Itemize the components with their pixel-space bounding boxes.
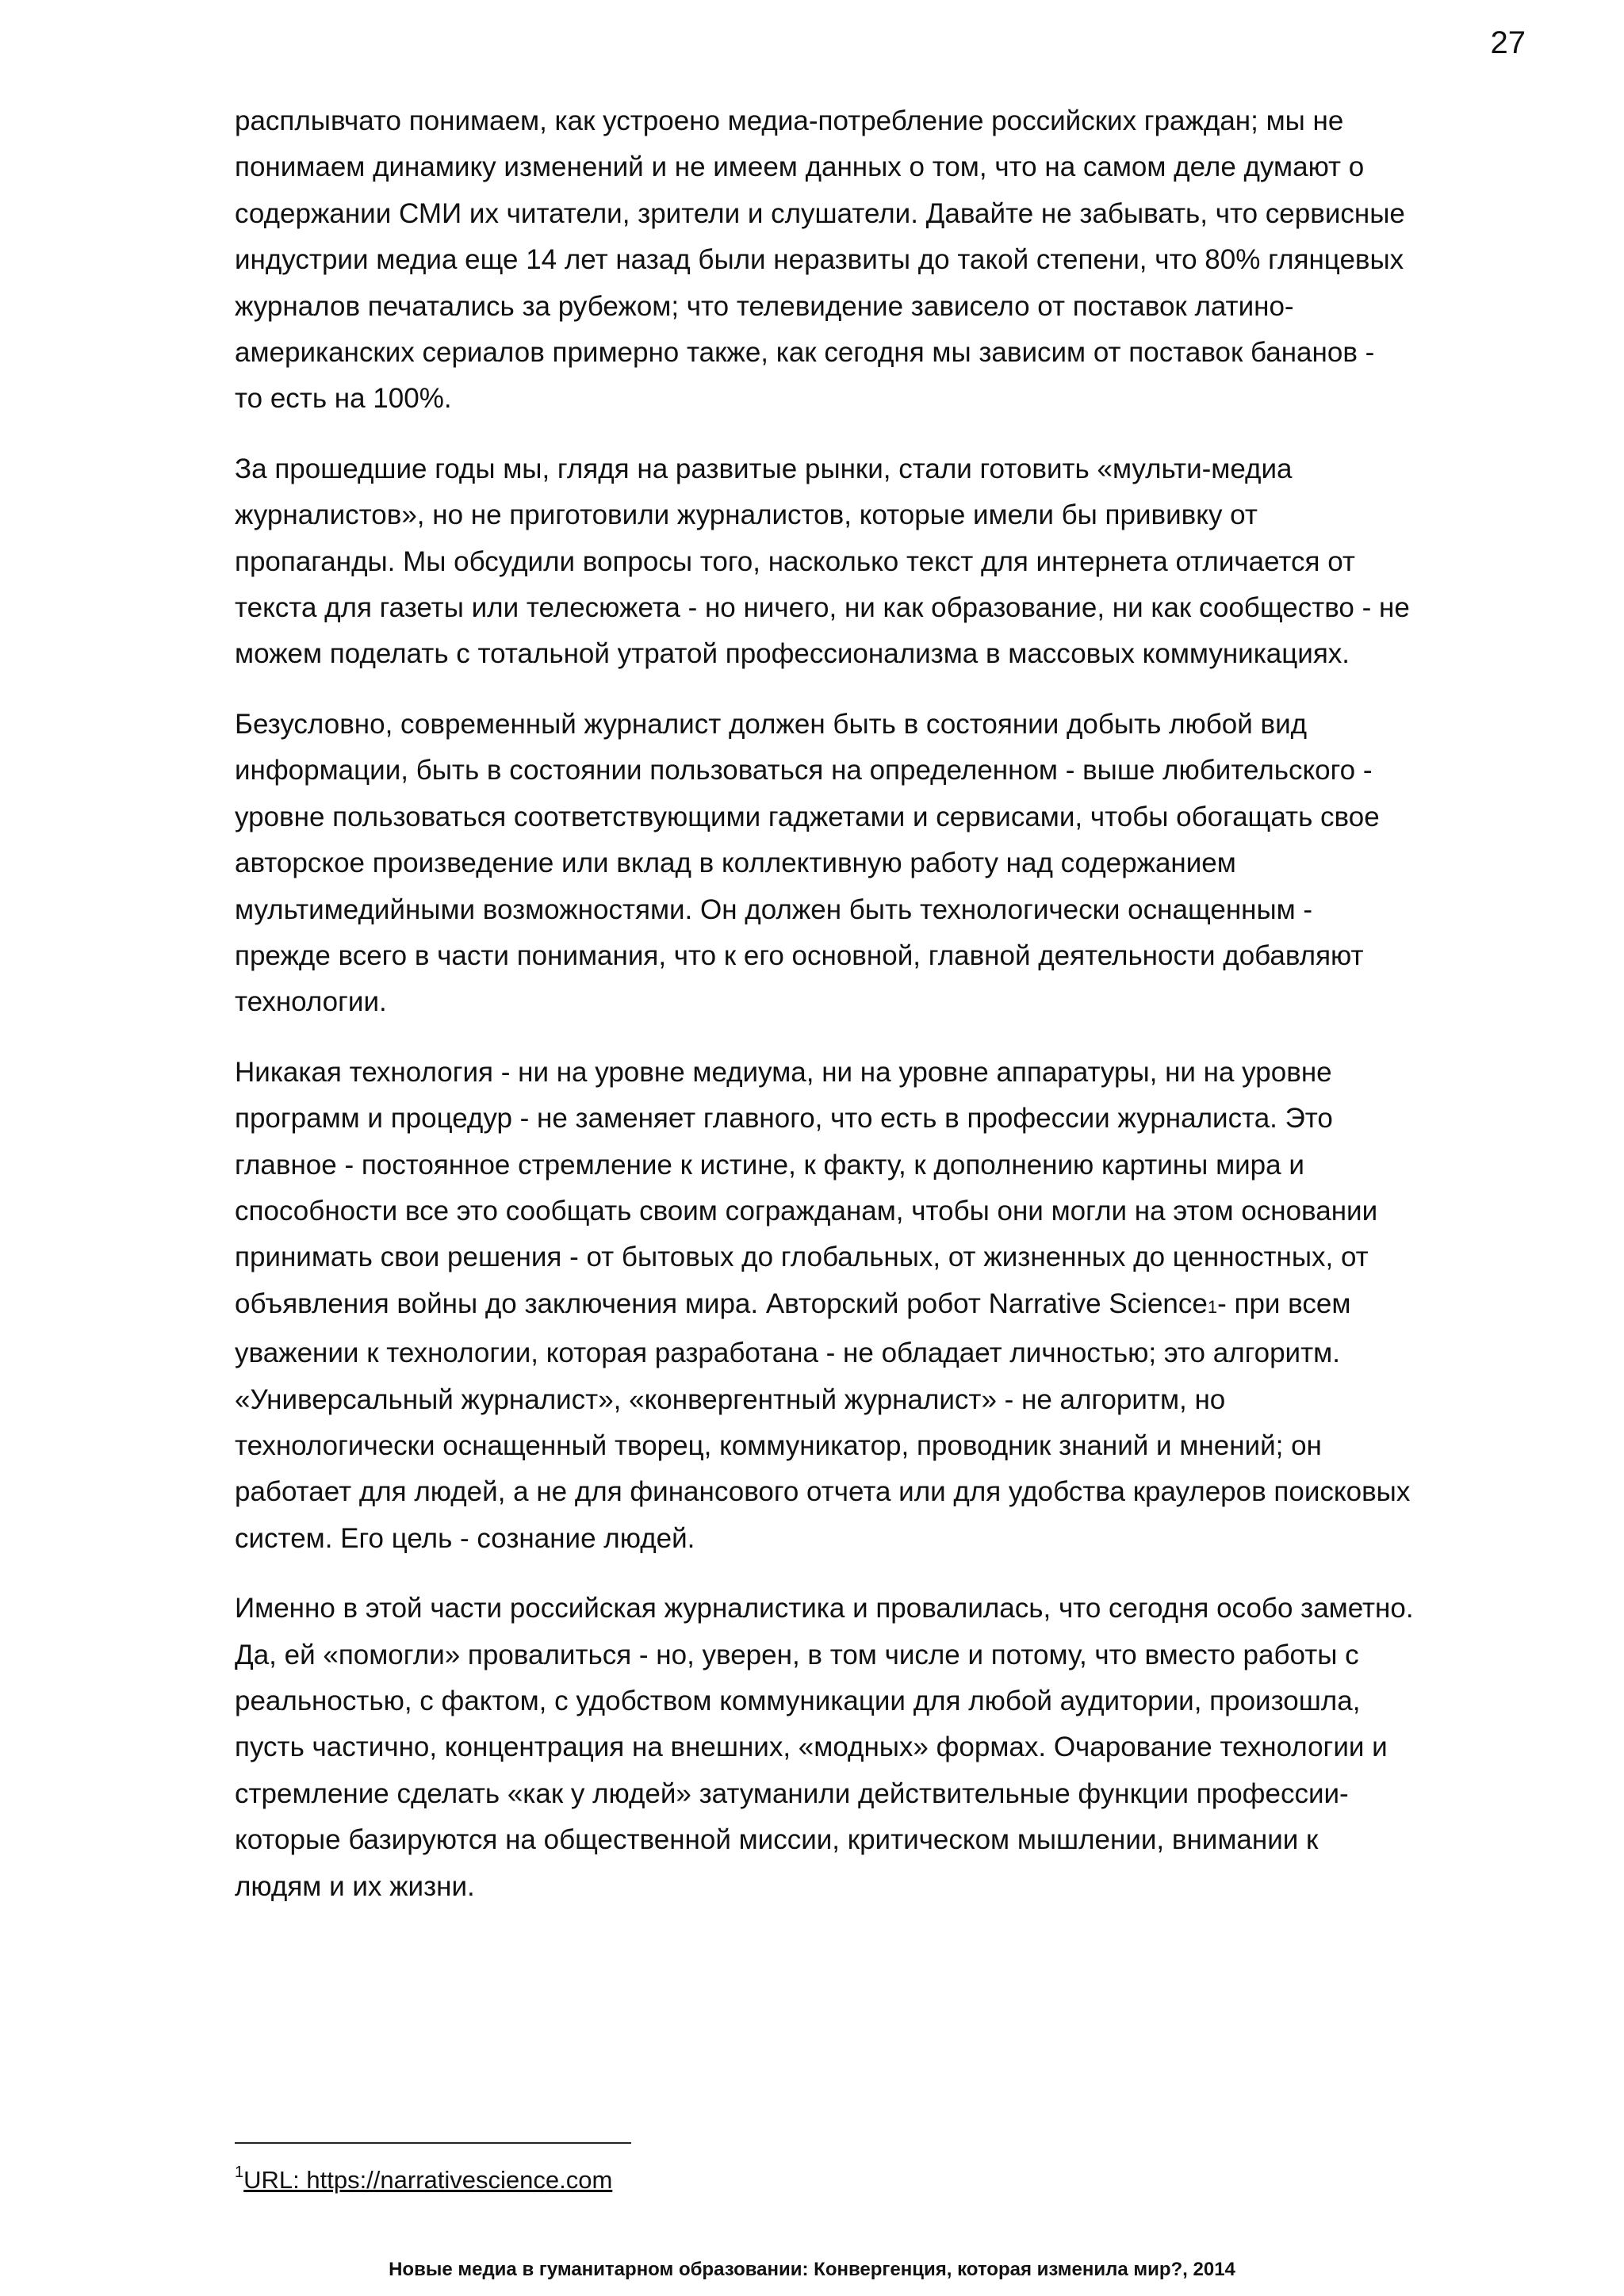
text-line: журналистов», но не приготовили журналистов, которые имели бы прививку от [235, 499, 1258, 531]
text-line: расплывчато понимаем, как устроено медиа-потребление российских граждан; мы не [235, 105, 1344, 136]
text-fragment: объявления войны до заключения мира. Авторский робот Narrative Science [235, 1288, 1208, 1319]
text-fragment: - при всем [1217, 1288, 1351, 1319]
text-line: можем поделать с тотальной утратой профессионализма в массовых коммуникациях. [235, 638, 1350, 670]
text-line: журналов печатались за рубежом; что телевидение зависело от поставок латино- [235, 290, 1294, 322]
text-line: технологически оснащенный творец, коммуникатор, проводник знаний и мнений; он [235, 1429, 1322, 1461]
text-line: технологии. [235, 986, 387, 1018]
text-line: «Универсальный журналист», «конвергентный журналист» - не алгоритм, но [235, 1383, 1226, 1415]
text-line: уважении к технологии, которая разработана - не обладает личностью; это алгоритм. [235, 1337, 1340, 1369]
text-line: уровне пользоваться соответствующими гаджетами и сервисами, чтобы обогащать свое [235, 801, 1380, 832]
text-line: содержании СМИ их читатели, зрители и слушатели. Давайте не забывать, что сервисные [235, 197, 1405, 229]
text-line: Да, ей «помогли» провалиться - но, уверен, в том числе и потому, что вместо работы с [235, 1639, 1359, 1670]
paragraph-3 [235, 702, 1519, 1026]
text-line: программ и процедур - не заменяет главного, что есть в профессии журналиста. Это [235, 1103, 1333, 1135]
text-line: главное - постоянное стремление к истине, к факту, к дополнению картины мира и [235, 1149, 1304, 1181]
text-line: пропаганды. Мы обсудили вопросы того, насколько текст для интернета отличается от [235, 545, 1355, 577]
text-line: которые базируются на общественной миссии, критическом мышлении, внимании к [235, 1824, 1319, 1856]
text-line: систем. Его цель - сознание людей. [235, 1522, 695, 1554]
text-line-with-footnote-ref [235, 1281, 1519, 1330]
text-line: прежде всего в части понимания, что к его основной, главной деятельности добавляют [235, 939, 1364, 971]
footnote-reference[interactable]: 1 [1207, 1296, 1218, 1317]
text-line: индустрии медиа еще 14 лет назад были неразвиты до такой степени, что 80% глянцевых [235, 244, 1404, 276]
paragraph-5 [235, 1586, 1519, 1910]
text-line: людям и их жизни. [235, 1870, 475, 1902]
text-line: За прошедшие годы мы, глядя на развитые рынки, стали готовить «мульти-медиа [235, 453, 1293, 484]
page-number: 27 [1490, 25, 1526, 60]
text-line: мультимедийными возможностями. Он должен быть технологически оснащенным - [235, 894, 1313, 925]
text-line: принимать свои решения - от бытовых до глобальных, от жизненных до ценностных, от [235, 1242, 1369, 1273]
paragraph-1 [235, 98, 1519, 423]
footnote-separator [235, 2142, 631, 2144]
footnote-mark: 1 [235, 2164, 244, 2181]
text-line: то есть на 100%. [235, 383, 452, 415]
text-line: способности все это сообщать своим согражданам, чтобы они могли на этом основании [235, 1195, 1378, 1226]
text-line: Именно в этой части российская журналистика и провалилась, что сегодня особо заметно. [235, 1593, 1414, 1624]
text-line: информации, быть в состоянии пользоваться на определенном - выше любительского - [235, 755, 1373, 786]
text-line: пусть частично, концентрация на внешних, «модных» формах. Очарование технологии и [235, 1732, 1388, 1763]
body-text [235, 98, 1519, 1934]
footnote-link[interactable]: URL: https://narrativescience.com [243, 2166, 613, 2194]
paragraph-4 [235, 1050, 1519, 1562]
text-line: понимаем динамику изменений и не имеем данных о том, что на самом деле думают о [235, 151, 1365, 183]
running-footer: Новые медиа в гуманитарном образовании: Конвергенция, которая изменила мир?, 2014 [389, 2259, 1235, 2280]
text-line: текста для газеты или телесюжета - но ничего, ни как образование, ни как сообщество - не [235, 592, 1410, 624]
text-line: реальностью, с фактом, с удобством коммуникации для любой аудитории, произошла, [235, 1686, 1361, 1716]
text-line: стремление сделать «как у людей» затуманили действительные функции профессии- [235, 1777, 1349, 1809]
text-line: авторское произведение или вклад в коллективную работу над содержанием [235, 848, 1236, 879]
footnote [235, 2156, 612, 2196]
paragraph-2 [235, 446, 1519, 678]
text-line: Никакая технология - ни на уровне медиума, ни на уровне аппаратуры, ни на уровне [235, 1056, 1332, 1088]
text-line: Безусловно, современный журналист должен быть в состоянии добыть любой вид [235, 708, 1308, 740]
text-line: американских сериалов примерно также, как сегодня мы зависим от поставок бананов - [235, 337, 1375, 369]
text-line: работает для людей, а не для финансового отчета или для удобства краулеров поисковых [235, 1476, 1411, 1508]
